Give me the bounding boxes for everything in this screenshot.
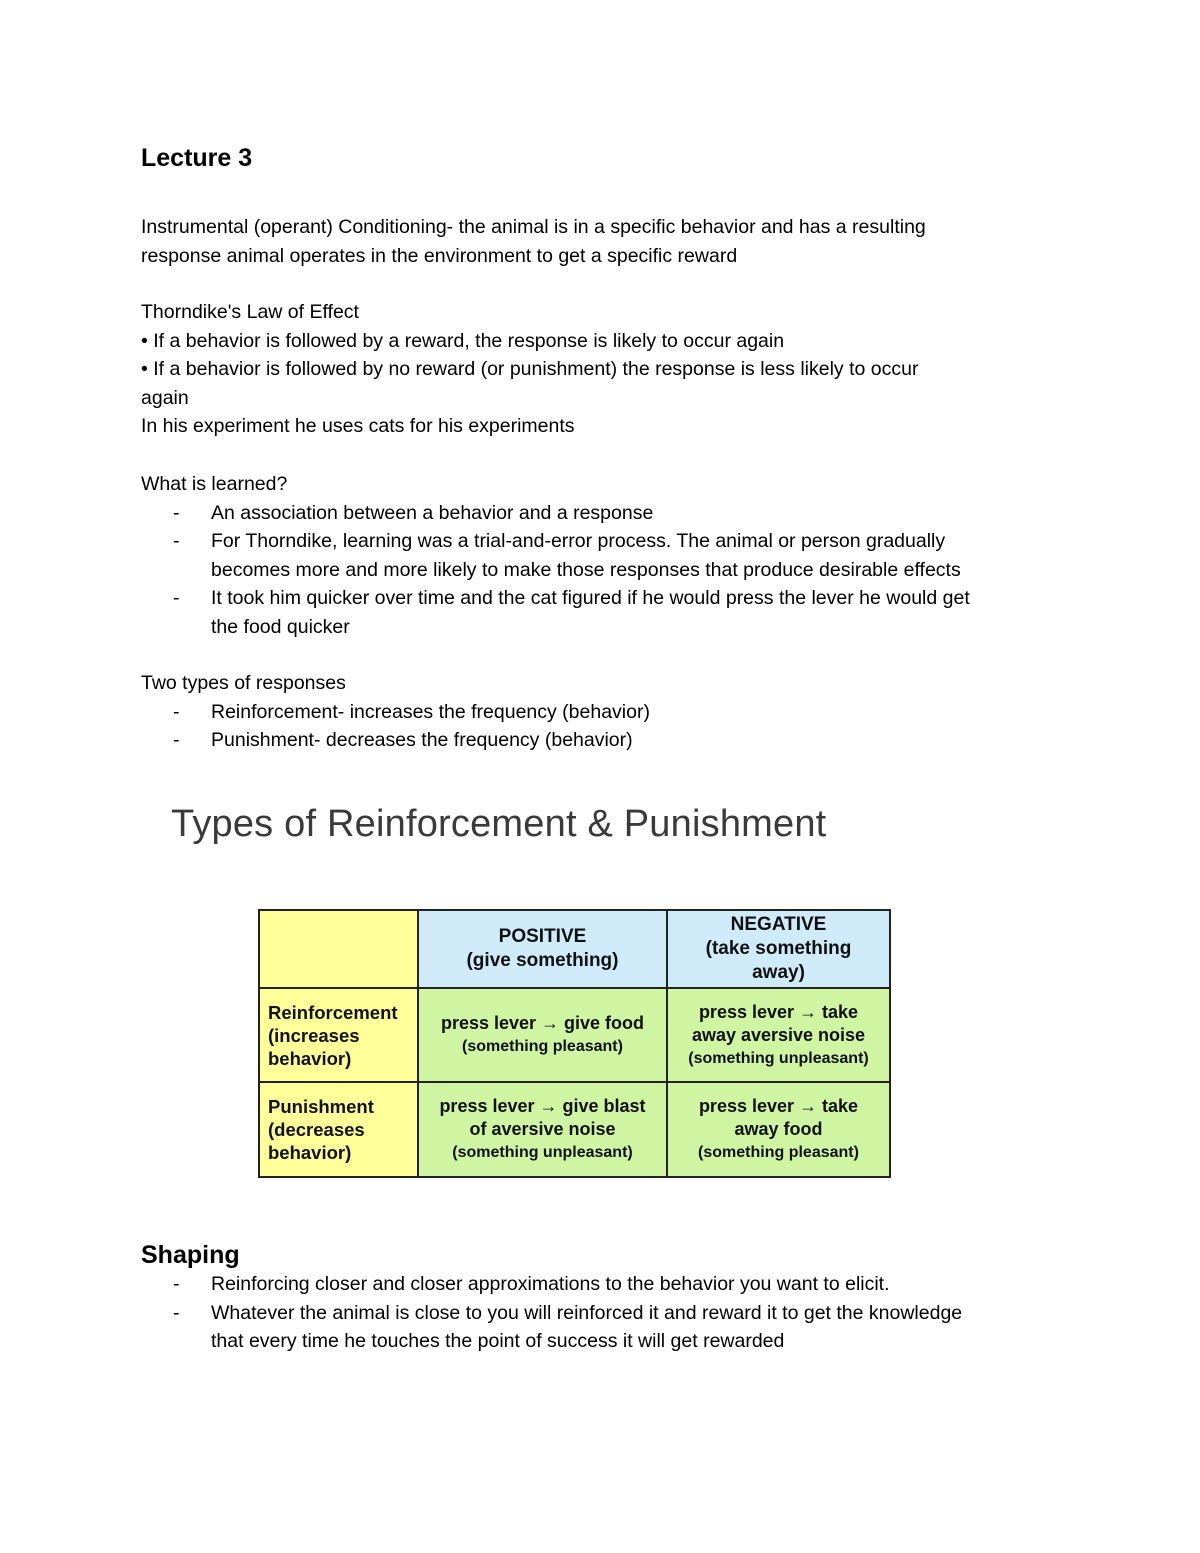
shaping-section xyxy=(141,1270,962,1356)
row-header-text: (increases xyxy=(268,1024,360,1046)
cell-subtext: (something unpleasant) xyxy=(688,1049,869,1067)
column-header-title: NEGATIVE xyxy=(730,914,827,935)
dash-marker: - xyxy=(173,587,180,609)
dash-marker: - xyxy=(173,501,180,524)
dash-marker: - xyxy=(173,700,180,723)
table-row xyxy=(259,1082,890,1177)
intro-line: response animal operates in the environment to get a specific reward xyxy=(141,244,738,267)
list-item-text: Punishment- decreases the frequency (behavior) xyxy=(211,729,633,751)
list-item xyxy=(141,584,970,641)
list-item-text: the food quicker xyxy=(211,615,350,638)
learned-heading: What is learned? xyxy=(141,473,288,495)
cell-text: press lever → give blast xyxy=(439,1096,646,1116)
dash-marker: - xyxy=(173,729,180,751)
column-header-subtitle: (give something) xyxy=(466,950,619,971)
column-header-subtitle: (take something xyxy=(705,938,852,959)
list-item-text: For Thorndike, learning was a trial-and-error process. The animal or person gradually xyxy=(211,530,946,552)
learned-list xyxy=(141,499,970,642)
thorndike-bullet: • If a behavior is followed by a reward, the response is likely to occur again xyxy=(141,329,785,352)
dash-marker: - xyxy=(173,1273,180,1295)
list-item-text: It took him quicker over time and the cat figured if he would press the lever he would get xyxy=(211,587,970,609)
list-item xyxy=(141,726,650,755)
thorndike-section xyxy=(141,298,918,441)
cell-text: press lever → take xyxy=(698,1001,859,1022)
table-row xyxy=(259,988,890,1082)
list-item xyxy=(141,1270,962,1299)
list-item-text: Reinforcement- increases the frequency (behavior) xyxy=(211,700,650,723)
cell-positive-punishment xyxy=(418,1082,667,1177)
cell-text: of aversive noise xyxy=(469,1119,616,1139)
thorndike-note: In his experiment he uses cats for his experiments xyxy=(141,415,575,437)
table-corner-cell xyxy=(259,910,418,988)
list-item xyxy=(141,1299,962,1356)
cell-negative-reinforcement xyxy=(667,988,890,1082)
responses-heading: Two types of responses xyxy=(141,672,346,694)
cell-text: press lever → give food xyxy=(440,1013,645,1033)
thorndike-bullet-continuation: again xyxy=(141,386,189,409)
page-title: Lecture 3 xyxy=(141,144,253,172)
row-header-text: Reinforcement xyxy=(268,1001,398,1023)
list-item-text: An association between a behavior and a response xyxy=(211,501,654,524)
cell-subtext: (something pleasant) xyxy=(462,1038,623,1055)
figure-title: Types of Reinforcement & Punishment xyxy=(171,803,827,845)
thorndike-heading: Thorndike's Law of Effect xyxy=(141,301,359,323)
cell-subtext: (something pleasant) xyxy=(698,1144,859,1161)
shaping-list xyxy=(141,1270,962,1356)
cell-positive-reinforcement xyxy=(418,988,667,1082)
responses-list xyxy=(141,698,650,755)
cell-subtext: (something unpleasant) xyxy=(452,1144,633,1161)
row-header-text: Punishment xyxy=(268,1096,374,1117)
list-item-text: Reinforcing closer and closer approximations to the behavior you want to elicit. xyxy=(211,1273,890,1295)
column-header-positive xyxy=(418,910,667,988)
list-item-text: becomes more and more likely to make those responses that produce desirable effects xyxy=(211,558,961,581)
cell-text: away food xyxy=(734,1119,823,1139)
table-header-row xyxy=(259,910,890,988)
dash-marker: - xyxy=(173,1301,180,1324)
row-header-punishment xyxy=(259,1082,418,1177)
list-item xyxy=(141,499,970,528)
reinforcement-punishment-table xyxy=(258,909,891,1178)
intro-paragraph xyxy=(141,213,926,270)
dash-marker: - xyxy=(173,530,180,552)
shaping-heading: Shaping xyxy=(141,1241,240,1269)
list-item-text: Whatever the animal is close to you will reinforced it and reward it to get the knowledge xyxy=(211,1301,963,1324)
list-item-text: that every time he touches the point of success it will get rewarded xyxy=(211,1330,785,1352)
cell-text: press lever → take xyxy=(698,1096,859,1116)
responses-section xyxy=(141,669,650,755)
column-header-negative xyxy=(667,910,890,988)
row-header-text: behavior) xyxy=(268,1047,352,1069)
row-header-text: (decreases xyxy=(268,1119,365,1140)
thorndike-bullet: • If a behavior is followed by no reward (or punishment) the response is less likely to occur xyxy=(141,358,919,380)
cell-text: away aversive noise xyxy=(691,1024,866,1045)
row-header-reinforcement xyxy=(259,988,418,1082)
column-header-subtitle: away) xyxy=(752,962,805,983)
column-header-title: POSITIVE xyxy=(498,926,587,947)
list-item xyxy=(141,698,650,727)
row-header-text: behavior) xyxy=(268,1142,352,1163)
intro-line: Instrumental (operant) Conditioning- the animal is in a specific behavior and has a resulting xyxy=(141,216,926,238)
list-item xyxy=(141,527,970,584)
cell-negative-punishment xyxy=(667,1082,890,1177)
learned-section xyxy=(141,470,970,641)
